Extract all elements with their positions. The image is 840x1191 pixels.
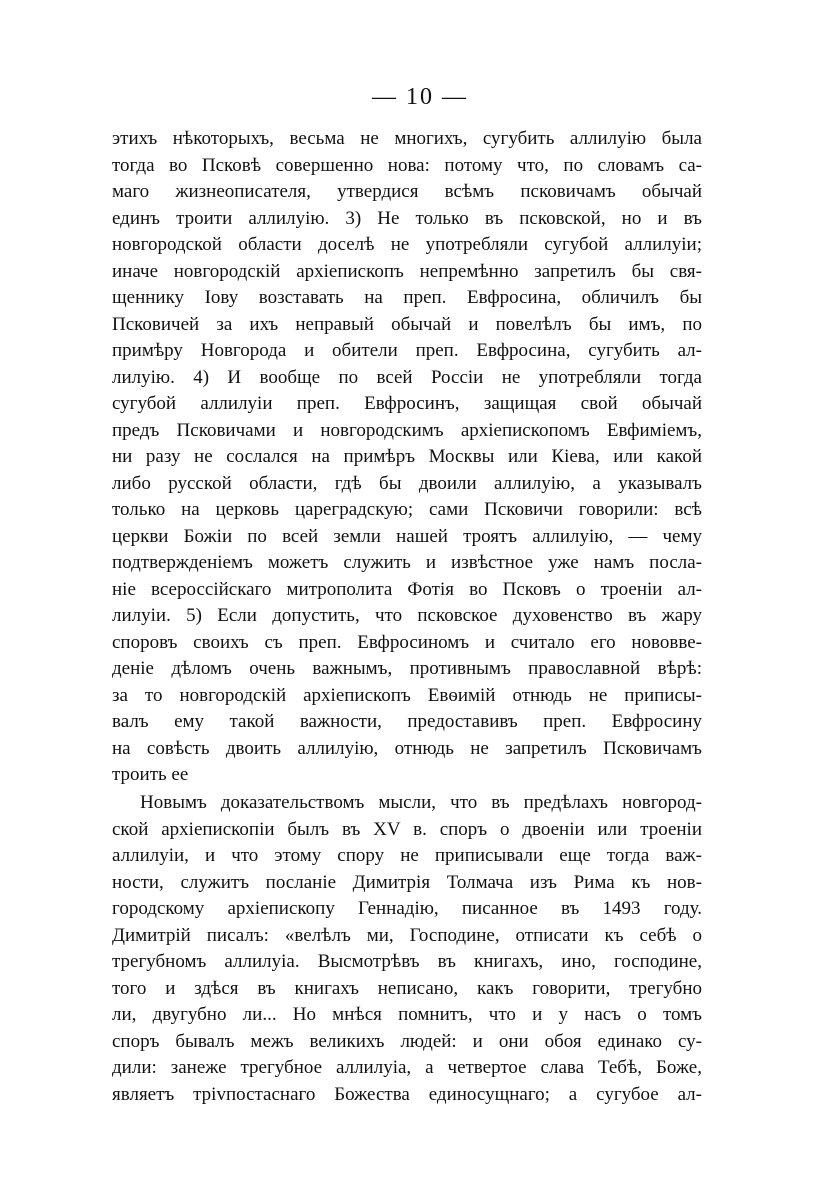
text-line: новгородской области доселѣ не употребляли сугубой аллилуіи; [112, 234, 702, 255]
text-line: споровъ своихъ съ преп. Евфросиномъ и считало его нововве- [112, 631, 702, 653]
text-line: ни разу не сослался на примѣръ Москвы или Кіева, или какой [112, 446, 702, 467]
paragraph-2 [112, 790, 702, 1108]
text-line: споръ бывалъ межъ великихъ людей: и они обоя единако су- [112, 1030, 702, 1052]
text-line: церкви Божіи по всей земли нашей троятъ аллилуію, — чему [112, 525, 702, 547]
text-line: иначе новгородскій архіепископъ непремѣнно запретилъ бы свя- [112, 260, 702, 282]
text-line: лилуію. 4) И вообще по всей Россіи не употребляли тогда [112, 366, 702, 388]
text-line: деніе дѣломъ очень важнымъ, противнымъ православной вѣрѣ: [112, 658, 702, 679]
text-line: Новымъ доказательствомъ мысли, что въ предѣлахъ новгород- [140, 792, 702, 813]
text-line: либо русской области, гдѣ бы двоили аллилуію, а указывалъ [112, 472, 702, 494]
text-line: этихъ нѣкоторыхъ, весьма не многихъ, сугубить аллилуію была [112, 128, 702, 149]
text-line: примѣру Новгорода и обители преп. Евфросина, сугубить ал- [112, 340, 702, 361]
text-line: троить ее [112, 764, 189, 785]
text-line: лилуіи. 5) Если допустить, что псковское духовенство въ жару [112, 605, 702, 626]
text-line: ской архіепископіи былъ въ XV в. споръ о двоеніи или троеніи [112, 818, 702, 840]
text-line: подтвержденіемъ можетъ служить и извѣстное уже намъ посла- [112, 552, 702, 573]
text-line: предъ Псковичами и новгородскимъ архіепископомъ Евфиміемъ, [112, 419, 702, 441]
text-line: аллилуіи, и что этому спору не приписывали еще тогда важ- [112, 845, 702, 866]
text-line: того и здѣся въ книгахъ неписано, какъ говорити, трегубно [112, 977, 702, 999]
text-line: ніе всероссійскаго митрополита Фотія во Псковъ о троеніи ал- [112, 578, 702, 600]
text-line: ли, двугубно ли... Но мнѣся помнитъ, что и у насъ о томъ [112, 1004, 702, 1025]
paragraph-1 [112, 126, 702, 789]
text-line: Димитрій писалъ: «велѣлъ ми, Господине, отписати къ себѣ о [112, 924, 702, 946]
text-line: на совѣсть двоить аллилуію, отнюдь не запретилъ Псковичамъ [112, 737, 702, 759]
text-line: щеннику Іову возставать на преп. Евфросина, обличилъ бы [112, 287, 702, 308]
text-line: ности, служитъ посланіе Димитрія Толмача изъ Рима къ нов- [112, 871, 702, 893]
text-line: валъ ему такой важности, предоставивъ преп. Евфросину [112, 711, 702, 732]
text-line: маго жизнеописателя, утвердися всѣмъ псковичамъ обычай [112, 181, 702, 202]
text-line: Псковичей за ихъ неправый обычай и повелѣлъ бы имъ, по [112, 313, 702, 335]
text-line: трегубномъ аллилуіа. Высмотрѣвъ въ книгахъ, ино, господине, [112, 951, 702, 972]
text-line: единъ троити аллилуію. 3) Не только въ псковской, но и въ [112, 207, 702, 229]
text-line: дили: занеже трегубное аллилуіа, а четвертое слава Тебѣ, Боже, [112, 1057, 702, 1078]
page-number: — 10 — [372, 84, 468, 110]
text-line: только на церковь цареградскую; сами Псковичи говорили: всѣ [112, 499, 702, 520]
text-line: являетъ тріvпостаснаго Божества единосущнаго; а сугубое ал- [112, 1083, 702, 1105]
text-line: за то новгородскій архіепископъ Евѳимій отнюдь не приписы- [112, 684, 702, 706]
text-line: тогда во Псковѣ совершенно нова: потому что, по словамъ са- [112, 154, 702, 176]
text-line: сугубой аллилуіи преп. Евфросинъ, защищая свой обычай [112, 393, 702, 414]
text-line: городскому архіепископу Геннадію, писанное въ 1493 году. [112, 898, 702, 919]
